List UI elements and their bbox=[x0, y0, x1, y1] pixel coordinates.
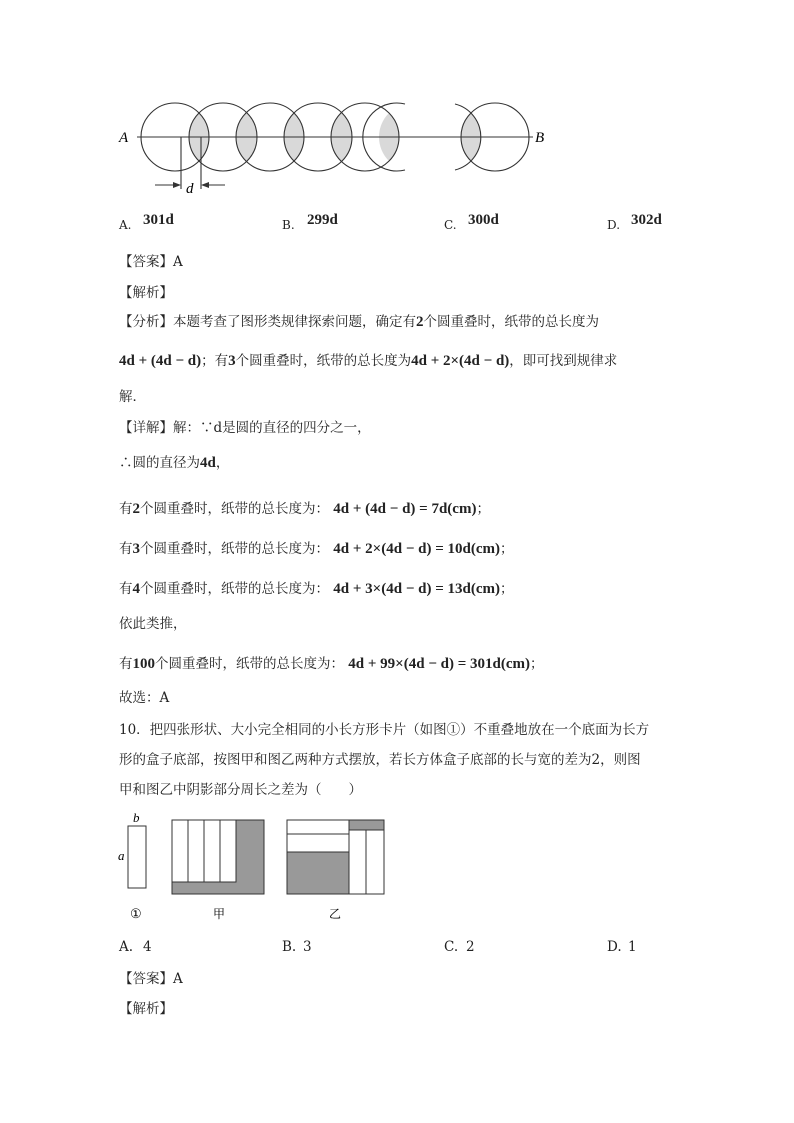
q10-option-d-letter: D. bbox=[607, 939, 622, 955]
circles-strip-figure bbox=[115, 95, 555, 205]
q9-jiexi-heading: 【解析】 bbox=[119, 285, 173, 301]
q9-detail-line1: 【详解】解：∵d是圆的直径的四分之一， bbox=[119, 420, 371, 436]
q9-option-b-letter: B. bbox=[282, 218, 295, 232]
q9-option-d-value: 302d bbox=[631, 212, 662, 228]
q10-answer: 【答案】A bbox=[119, 971, 183, 987]
fig-caption-jia: 甲 bbox=[213, 907, 226, 921]
q10-option-c-value: 2 bbox=[466, 939, 475, 955]
q10-jiexi-heading: 【解析】 bbox=[119, 1001, 173, 1017]
q9-option-a-letter: A. bbox=[119, 218, 132, 232]
q10-option-b-letter: B. bbox=[282, 939, 297, 955]
q9-analysis-line2: 4d + (4d − d)；有3个圆重叠时，纸带的总长度为4d + 2×(4d − d)，即可找到规律求 bbox=[119, 353, 618, 369]
label-d: d bbox=[186, 181, 194, 197]
q9-detail-row-100: 有100个圆重叠时，纸带的总长度为： 4d + 99×(4d − d) = 301d(cm)； bbox=[119, 656, 544, 672]
q9-option-a-value: 301d bbox=[143, 212, 174, 228]
q10-line2: 形的盒子底部，按图甲和图乙两种方式摆放，若长方体盒子底部的长与宽的差为2，则图 bbox=[119, 752, 641, 768]
expr-3-circles: 4d + 2×(4d − d) bbox=[411, 353, 510, 369]
expr-2-circles: 4d + (4d − d) bbox=[119, 353, 202, 369]
fig-caption-1: ① bbox=[130, 906, 142, 921]
q10-option-d-value: 1 bbox=[628, 939, 637, 955]
label-b: B bbox=[535, 130, 545, 146]
cards-figure bbox=[115, 808, 395, 923]
q9-option-d-letter: D. bbox=[607, 218, 621, 232]
q10-line1: 10．把四张形状、大小完全相同的小长方形卡片（如图①）不重叠地放在一个底面为长方 bbox=[119, 722, 650, 738]
fig-label-a: a bbox=[118, 848, 125, 863]
q9-detail-row-2: 有2个圆重叠时，纸带的总长度为： 4d + (4d − d) = 7d(cm)； bbox=[119, 501, 490, 517]
q9-detail-analogy: 依此类推， bbox=[119, 616, 187, 632]
q9-choose: 故选：A bbox=[119, 690, 170, 706]
q9-analysis-line3: 解． bbox=[119, 389, 146, 405]
fig-label-b: b bbox=[133, 810, 140, 825]
q9-detail-row-3: 有3个圆重叠时，纸带的总长度为： 4d + 2×(4d − d) = 10d(cm)； bbox=[119, 541, 514, 557]
label-a: A bbox=[119, 130, 129, 146]
q9-option-b-value: 299d bbox=[307, 212, 338, 228]
q9-analysis-line1: 【分析】本题考查了图形类规律探索问题，确定有2个圆重叠时，纸带的总长度为 bbox=[119, 314, 599, 330]
q9-answer: 【答案】A bbox=[119, 254, 183, 270]
fig-caption-yi: 乙 bbox=[329, 907, 342, 921]
q9-detail-row-4: 有4个圆重叠时，纸带的总长度为： 4d + 3×(4d − d) = 13d(cm)； bbox=[119, 581, 514, 597]
q10-option-c-letter: C. bbox=[444, 939, 459, 955]
q9-detail-line2: ∴圆的直径为4d， bbox=[119, 455, 230, 471]
q10-option-a-letter: A. bbox=[119, 939, 134, 955]
q9-option-c-value: 300d bbox=[468, 212, 499, 228]
q9-option-c-letter: C. bbox=[444, 218, 457, 232]
q10-line3: 甲和图乙中阴影部分周长之差为（ ） bbox=[119, 782, 362, 798]
q10-option-a-value: 4 bbox=[143, 939, 152, 955]
q10-option-b-value: 3 bbox=[303, 939, 312, 955]
